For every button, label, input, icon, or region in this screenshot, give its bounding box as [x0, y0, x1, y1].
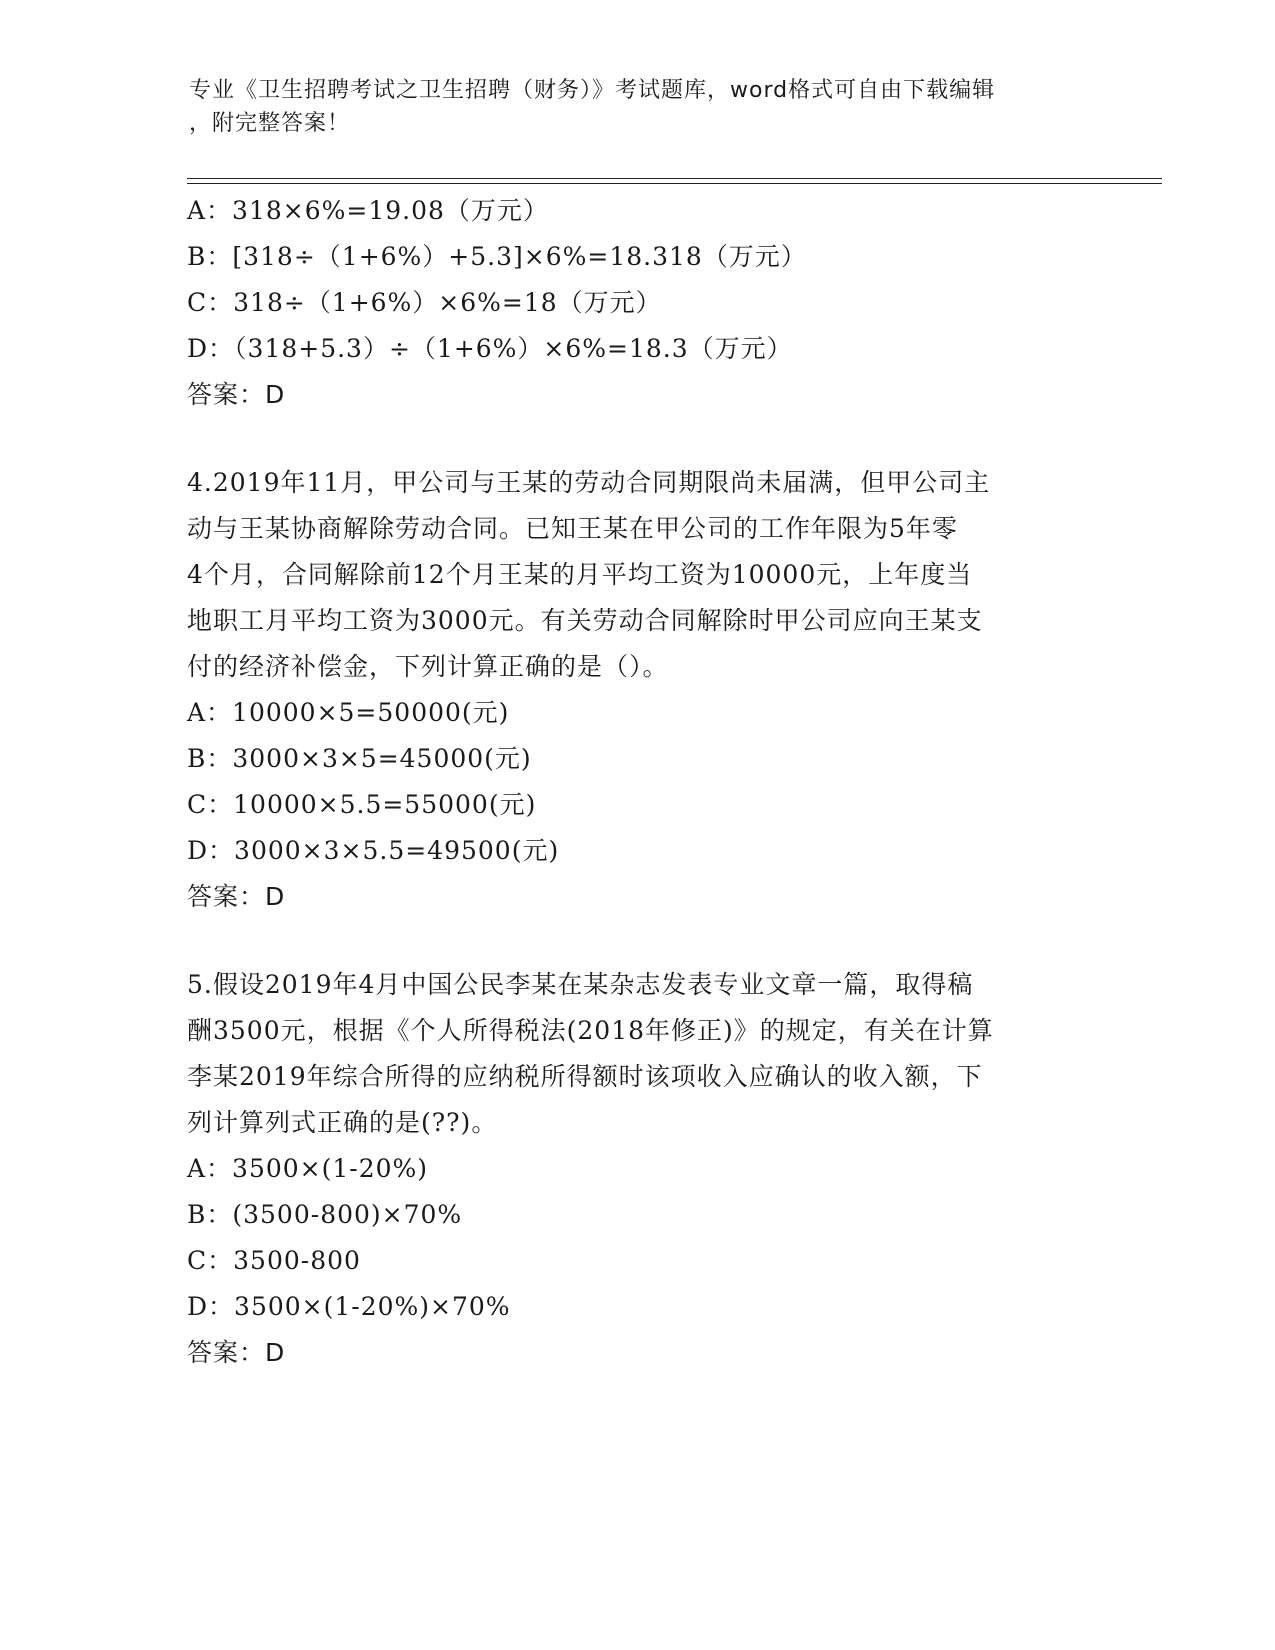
- header-line-2: ，附完整答案！: [189, 111, 351, 136]
- stem-line: 列计算列式正确的是(??)。: [187, 1108, 498, 1137]
- option-d: D：3000×3×5.5=49500(元): [187, 836, 560, 865]
- option-c: C：318÷（1+6%）×6%=18（万元）: [187, 288, 662, 317]
- option-d: D：（318+5.3）÷（1+6%）×6%=18.3（万元）: [187, 334, 793, 363]
- option-a: A：318×6%=19.08（万元）: [187, 196, 549, 225]
- question-5-options: [187, 1146, 1087, 1330]
- stem-line: 5.假设2019年4月中国公民李某在某杂志发表专业文章一篇，取得稿: [187, 970, 974, 999]
- option-a: A：10000×5=50000(元): [187, 698, 510, 727]
- section-spacer: [187, 418, 1087, 460]
- document-header: [189, 74, 1089, 140]
- stem-line: 李某2019年综合所得的应纳税所得额时该项收入应确认的收入额，下: [187, 1062, 983, 1091]
- option-b: B：(3500-800)×70%: [187, 1200, 463, 1229]
- stem-line: 地职工月平均工资为3000元。有关劳动合同解除时甲公司应向王某支: [187, 606, 983, 635]
- option-b: B：3000×3×5=45000(元): [187, 744, 532, 773]
- question-4-stem: [187, 460, 1087, 690]
- question-3-answer: 答案：D: [187, 380, 286, 409]
- question-4-answer: 答案：D: [187, 882, 286, 911]
- question-5-stem: [187, 962, 1087, 1146]
- option-b: B：[318÷（1+6%）+5.3]×6%=18.318（万元）: [187, 242, 807, 271]
- header-divider-top: [187, 178, 1162, 179]
- stem-line: 付的经济补偿金，下列计算正确的是（）。: [187, 652, 669, 681]
- option-c: C：3500-800: [187, 1246, 361, 1275]
- question-5-answer: 答案：D: [187, 1338, 286, 1367]
- stem-line: 酬3500元，根据《个人所得税法(2018年修正)》的规定，有关在计算: [187, 1016, 994, 1045]
- question-4-options: [187, 690, 1087, 874]
- header-line-1: 专业《卫生招聘考试之卫生招聘（财务）》考试题库，word格式可自由下载编辑: [189, 78, 996, 103]
- stem-line: 4.2019年11月，甲公司与王某的劳动合同期限尚未届满，但甲公司主: [187, 468, 991, 497]
- option-a: A：3500×(1-20%): [187, 1154, 429, 1183]
- stem-line: 4个月，合同解除前12个月王某的月平均工资为10000元，上年度当: [187, 560, 973, 589]
- option-d: D：3500×(1-20%)×70%: [187, 1292, 511, 1321]
- question-3-options: [187, 188, 1087, 372]
- option-c: C：10000×5.5=55000(元): [187, 790, 537, 819]
- header-divider-bottom: [187, 183, 1162, 184]
- question-content: [187, 188, 1087, 1376]
- stem-line: 动与王某协商解除劳动合同。已知王某在甲公司的工作年限为5年零: [187, 514, 958, 543]
- section-spacer: [187, 920, 1087, 962]
